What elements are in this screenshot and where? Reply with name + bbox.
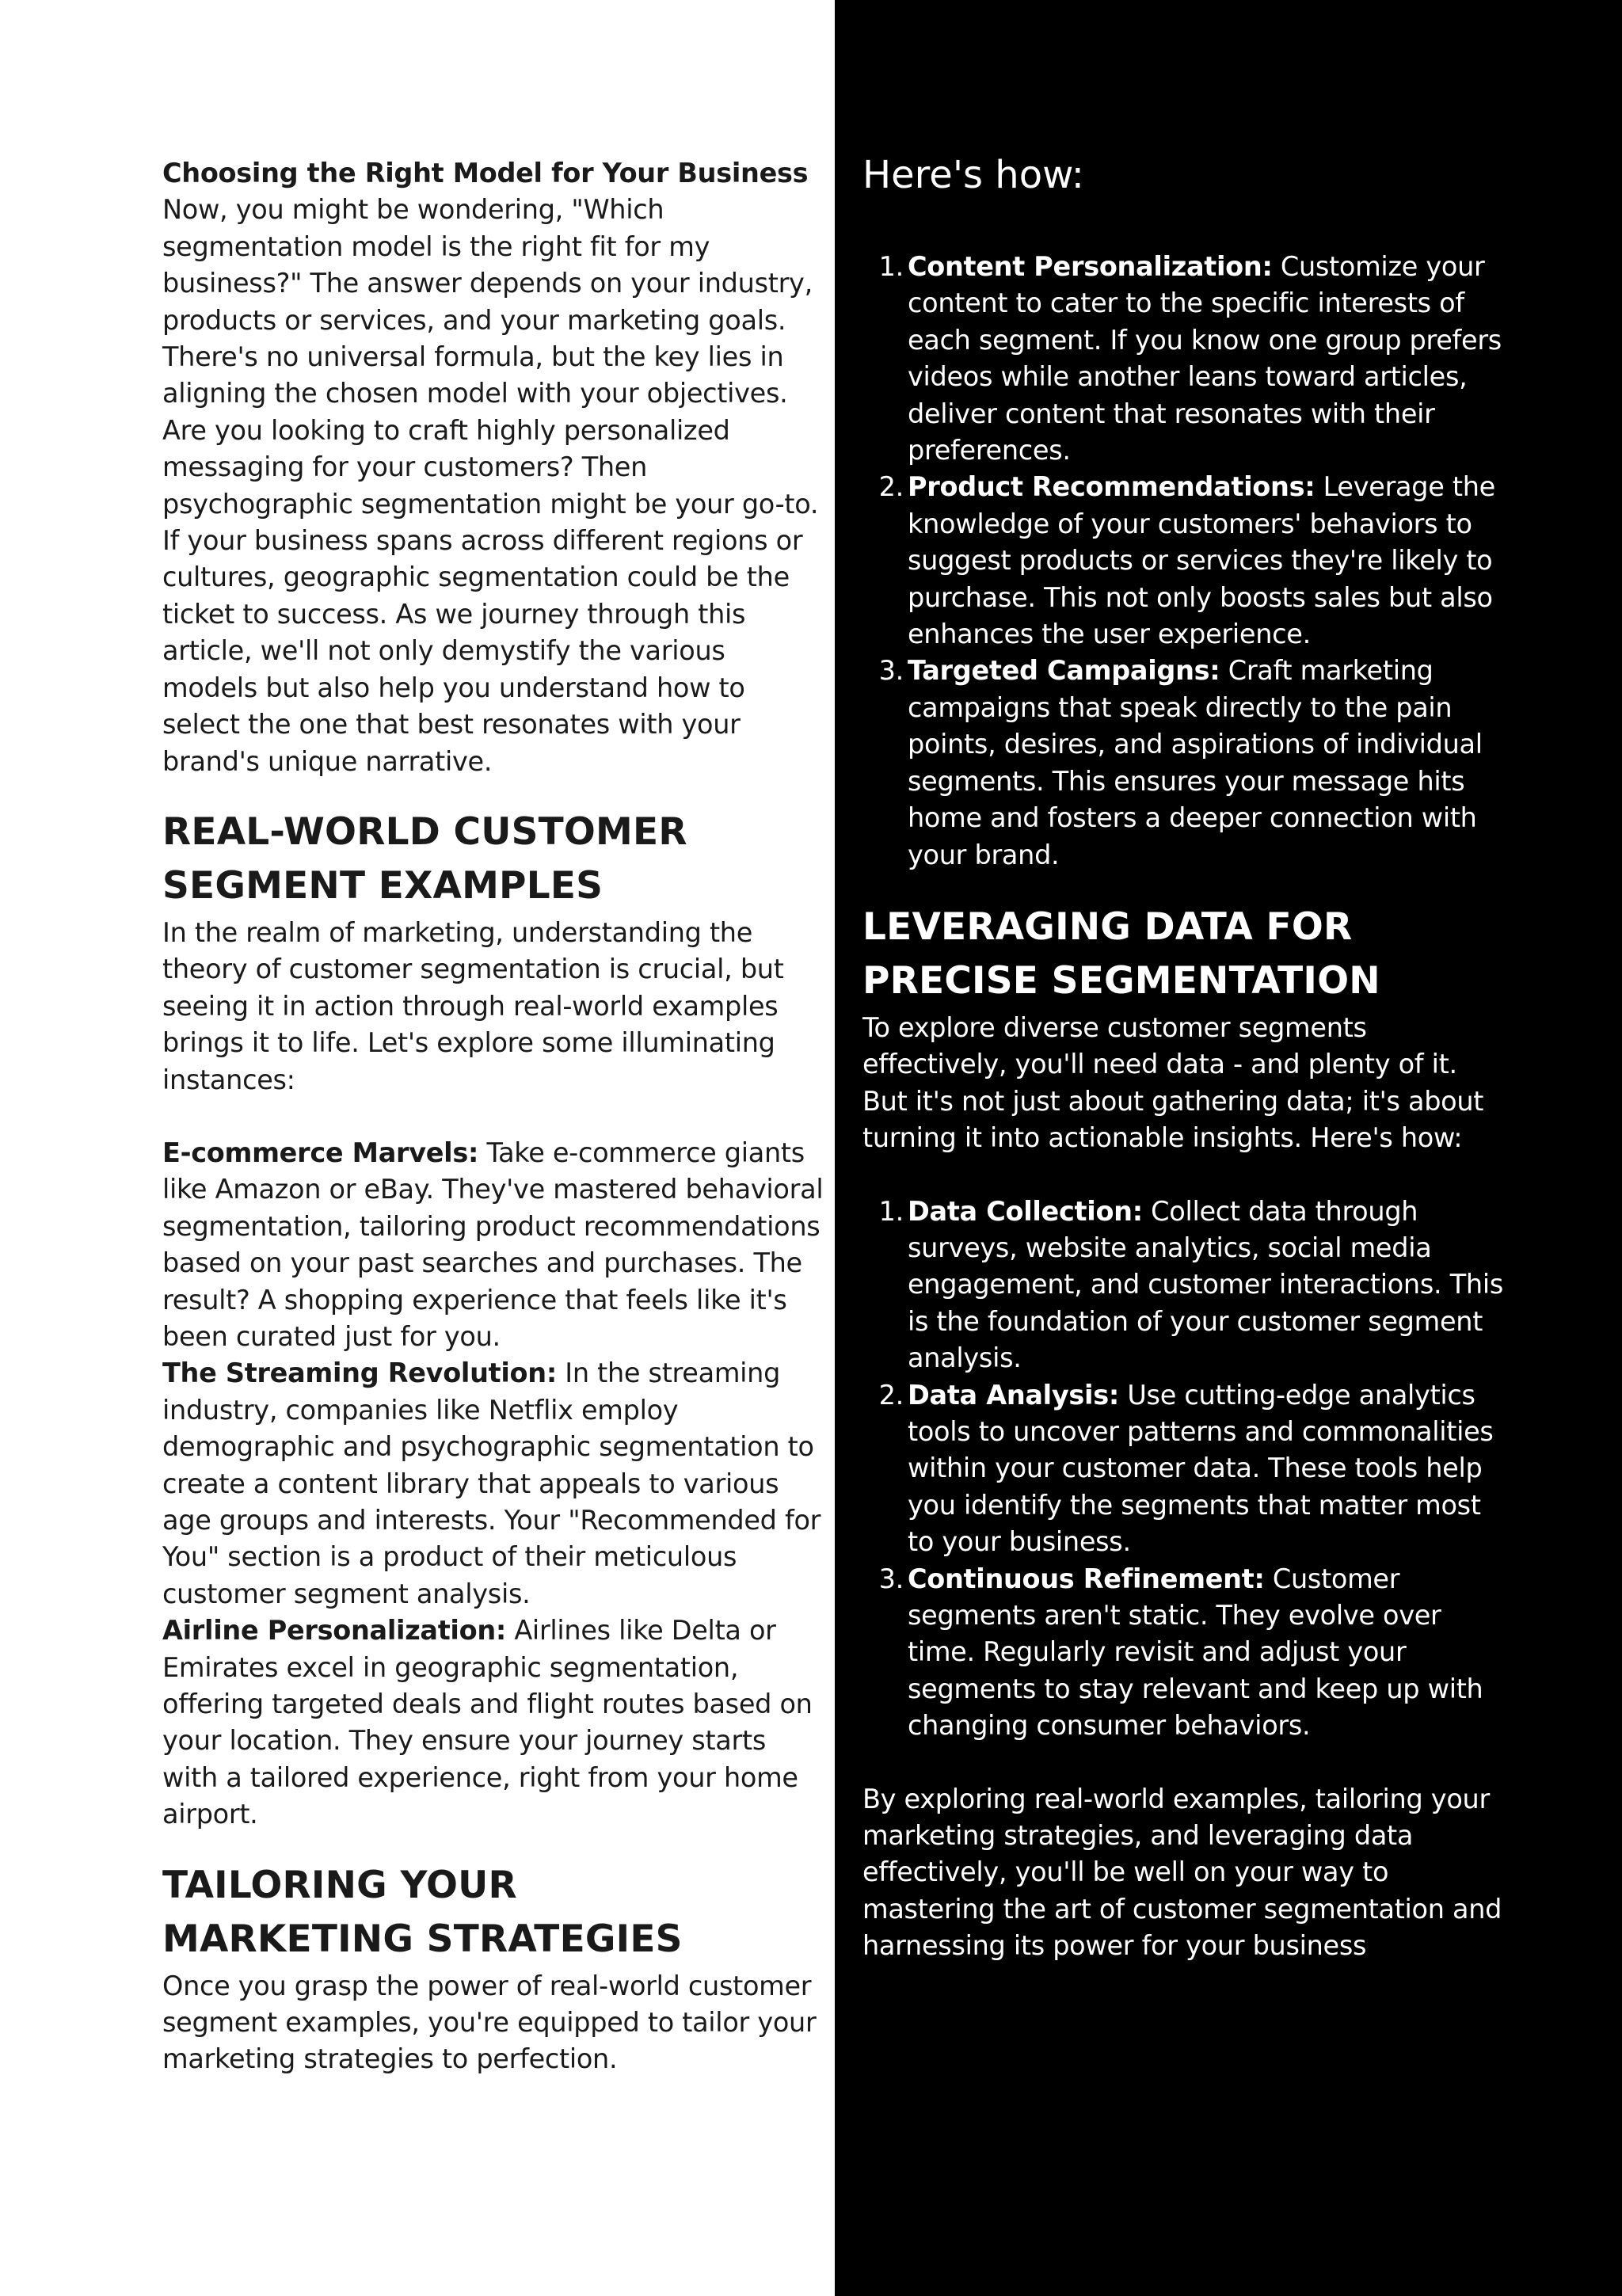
howto-label: Targeted Campaigns: bbox=[908, 655, 1220, 687]
data-intro: To explore diverse customer segments effectively, you'll need data - and plenty of it. But it's not just about gathering data; it's about turning it into actionable insights. Here's how: bbox=[862, 1011, 1484, 1154]
example-label: Airline Personalization: bbox=[162, 1615, 506, 1647]
data-label: Data Collection: bbox=[908, 1195, 1143, 1227]
data-text: Collect data through surveys, website analytics, social media engagement, and customer interactions. This is the foundation of your customer segment analysis. bbox=[908, 1195, 1503, 1374]
howto-item bbox=[862, 653, 1504, 873]
data-list bbox=[862, 1194, 1504, 1745]
example-label: E-commerce Marvels: bbox=[162, 1137, 479, 1168]
example-text: Take e-commerce giants like Amazon or eBay. They've mastered behavioral segmentation, tailoring product recommendations based on your past searches and purchases. The result? A shopping experience that feels like it's been curated just for you. bbox=[162, 1137, 824, 1352]
data-text: Use cutting-edge analytics tools to uncover patterns and commonalities within your customer data. These tools help you identify the segments that matter most to your business. bbox=[908, 1379, 1494, 1558]
howto-item bbox=[862, 249, 1504, 469]
right-column-content bbox=[862, 155, 1504, 1965]
data-item bbox=[862, 1377, 1504, 1561]
right-column bbox=[835, 0, 1622, 2296]
howto-title: Here's how: bbox=[862, 153, 1084, 197]
example-item bbox=[162, 1613, 828, 1833]
howto-label: Product Recommendations: bbox=[908, 471, 1315, 503]
data-number: 1. bbox=[878, 1195, 904, 1227]
howto-number: 3. bbox=[878, 655, 904, 687]
data-number: 3. bbox=[878, 1563, 904, 1594]
data-item bbox=[862, 1561, 1504, 1745]
howto-number: 1. bbox=[878, 251, 904, 282]
data-number: 2. bbox=[878, 1379, 904, 1411]
examples-list bbox=[162, 1135, 828, 1833]
data-label: Data Analysis: bbox=[908, 1379, 1119, 1411]
tailoring-heading: TAILORING YOUR MARKETING STRATEGIES bbox=[162, 1863, 683, 1961]
example-label: The Streaming Revolution: bbox=[162, 1357, 557, 1389]
howto-list bbox=[862, 249, 1504, 874]
examples-heading: REAL-WORLD CUSTOMER SEGMENT EXAMPLES bbox=[162, 809, 687, 908]
data-text: Customer segments aren't static. They evolve over time. Regularly revisit and adjust your segments to stay relevant and keep up with changing consumer behaviors. bbox=[908, 1563, 1483, 1742]
data-label: Continuous Refinement: bbox=[908, 1563, 1265, 1594]
howto-text: Craft marketing campaigns that speak directly to the pain points, desires, and aspirations of individual segments. This ensures your message hits home and fosters a deeper connection with your brand. bbox=[908, 655, 1483, 870]
example-item bbox=[162, 1355, 828, 1613]
data-item bbox=[862, 1194, 1504, 1377]
example-item bbox=[162, 1135, 828, 1355]
howto-text: Customize your content to cater to the specific interests of each segment. If you know one group prefers videos while another leans toward articles, deliver content that resonates with their preferences. bbox=[908, 251, 1502, 466]
data-heading: LEVERAGING DATA FOR PRECISE SEGMENTATION bbox=[862, 904, 1380, 1003]
howto-text: Leverage the knowledge of your customers' behaviors to suggest products or services they're likely to purchase. This not only boosts sales but also enhances the user experience. bbox=[908, 471, 1495, 650]
tailoring-text: Once you grasp the power of real-world customer segment examples, you're equipped to tailor your marketing strategies to perfection. bbox=[162, 1970, 817, 2075]
examples-intro: In the realm of marketing, understanding the theory of customer segmentation is crucial, but seeing it in action through real-world examples brings it to life. Let's explore some illuminating instances: bbox=[162, 916, 784, 1095]
conclusion-text: By exploring real-world examples, tailoring your marketing strategies, and leveraging data effectively, you'll be well on your way to mastering the art of customer segmentation and harnessing its power for your business bbox=[862, 1783, 1502, 1962]
intro-paragraph bbox=[162, 155, 828, 780]
intro-text: Now, you might be wondering, "Which segmentation model is the right fit for my business?" The answer depends on your industry, products or services, and your marketing goals. There's no universal formula, but the key lies in aligning the chosen model with your objectives. Are you looking to craft highly personalized messaging for your customers? Then psychographic segmentation might be your go-to. If your business spans across different regions or cultures, geographic segmentation could be the ticket to success. As we journey through this article, we'll not only demystify the various models but also help you understand how to select the one that best resonates with your brand's unique narrative. bbox=[162, 194, 819, 777]
left-column-content bbox=[162, 155, 828, 2078]
intro-title: Choosing the Right Model for Your Business bbox=[162, 158, 809, 188]
example-text: Airlines like Delta or Emirates excel in geographic segmentation, offering targeted deals and flight routes based on your location. They ensure your journey starts with a tailored experience, right from your home airport. bbox=[162, 1615, 813, 1830]
howto-number: 2. bbox=[878, 471, 904, 503]
howto-label: Content Personalization: bbox=[908, 251, 1273, 282]
howto-item bbox=[862, 469, 1504, 653]
example-text: In the streaming industry, companies like Netflix employ demographic and psychographic segmentation to create a content library that appeals to various age groups and interests. Your "Recommended for You" section is a product of their meticulous customer segment analysis. bbox=[162, 1357, 821, 1609]
